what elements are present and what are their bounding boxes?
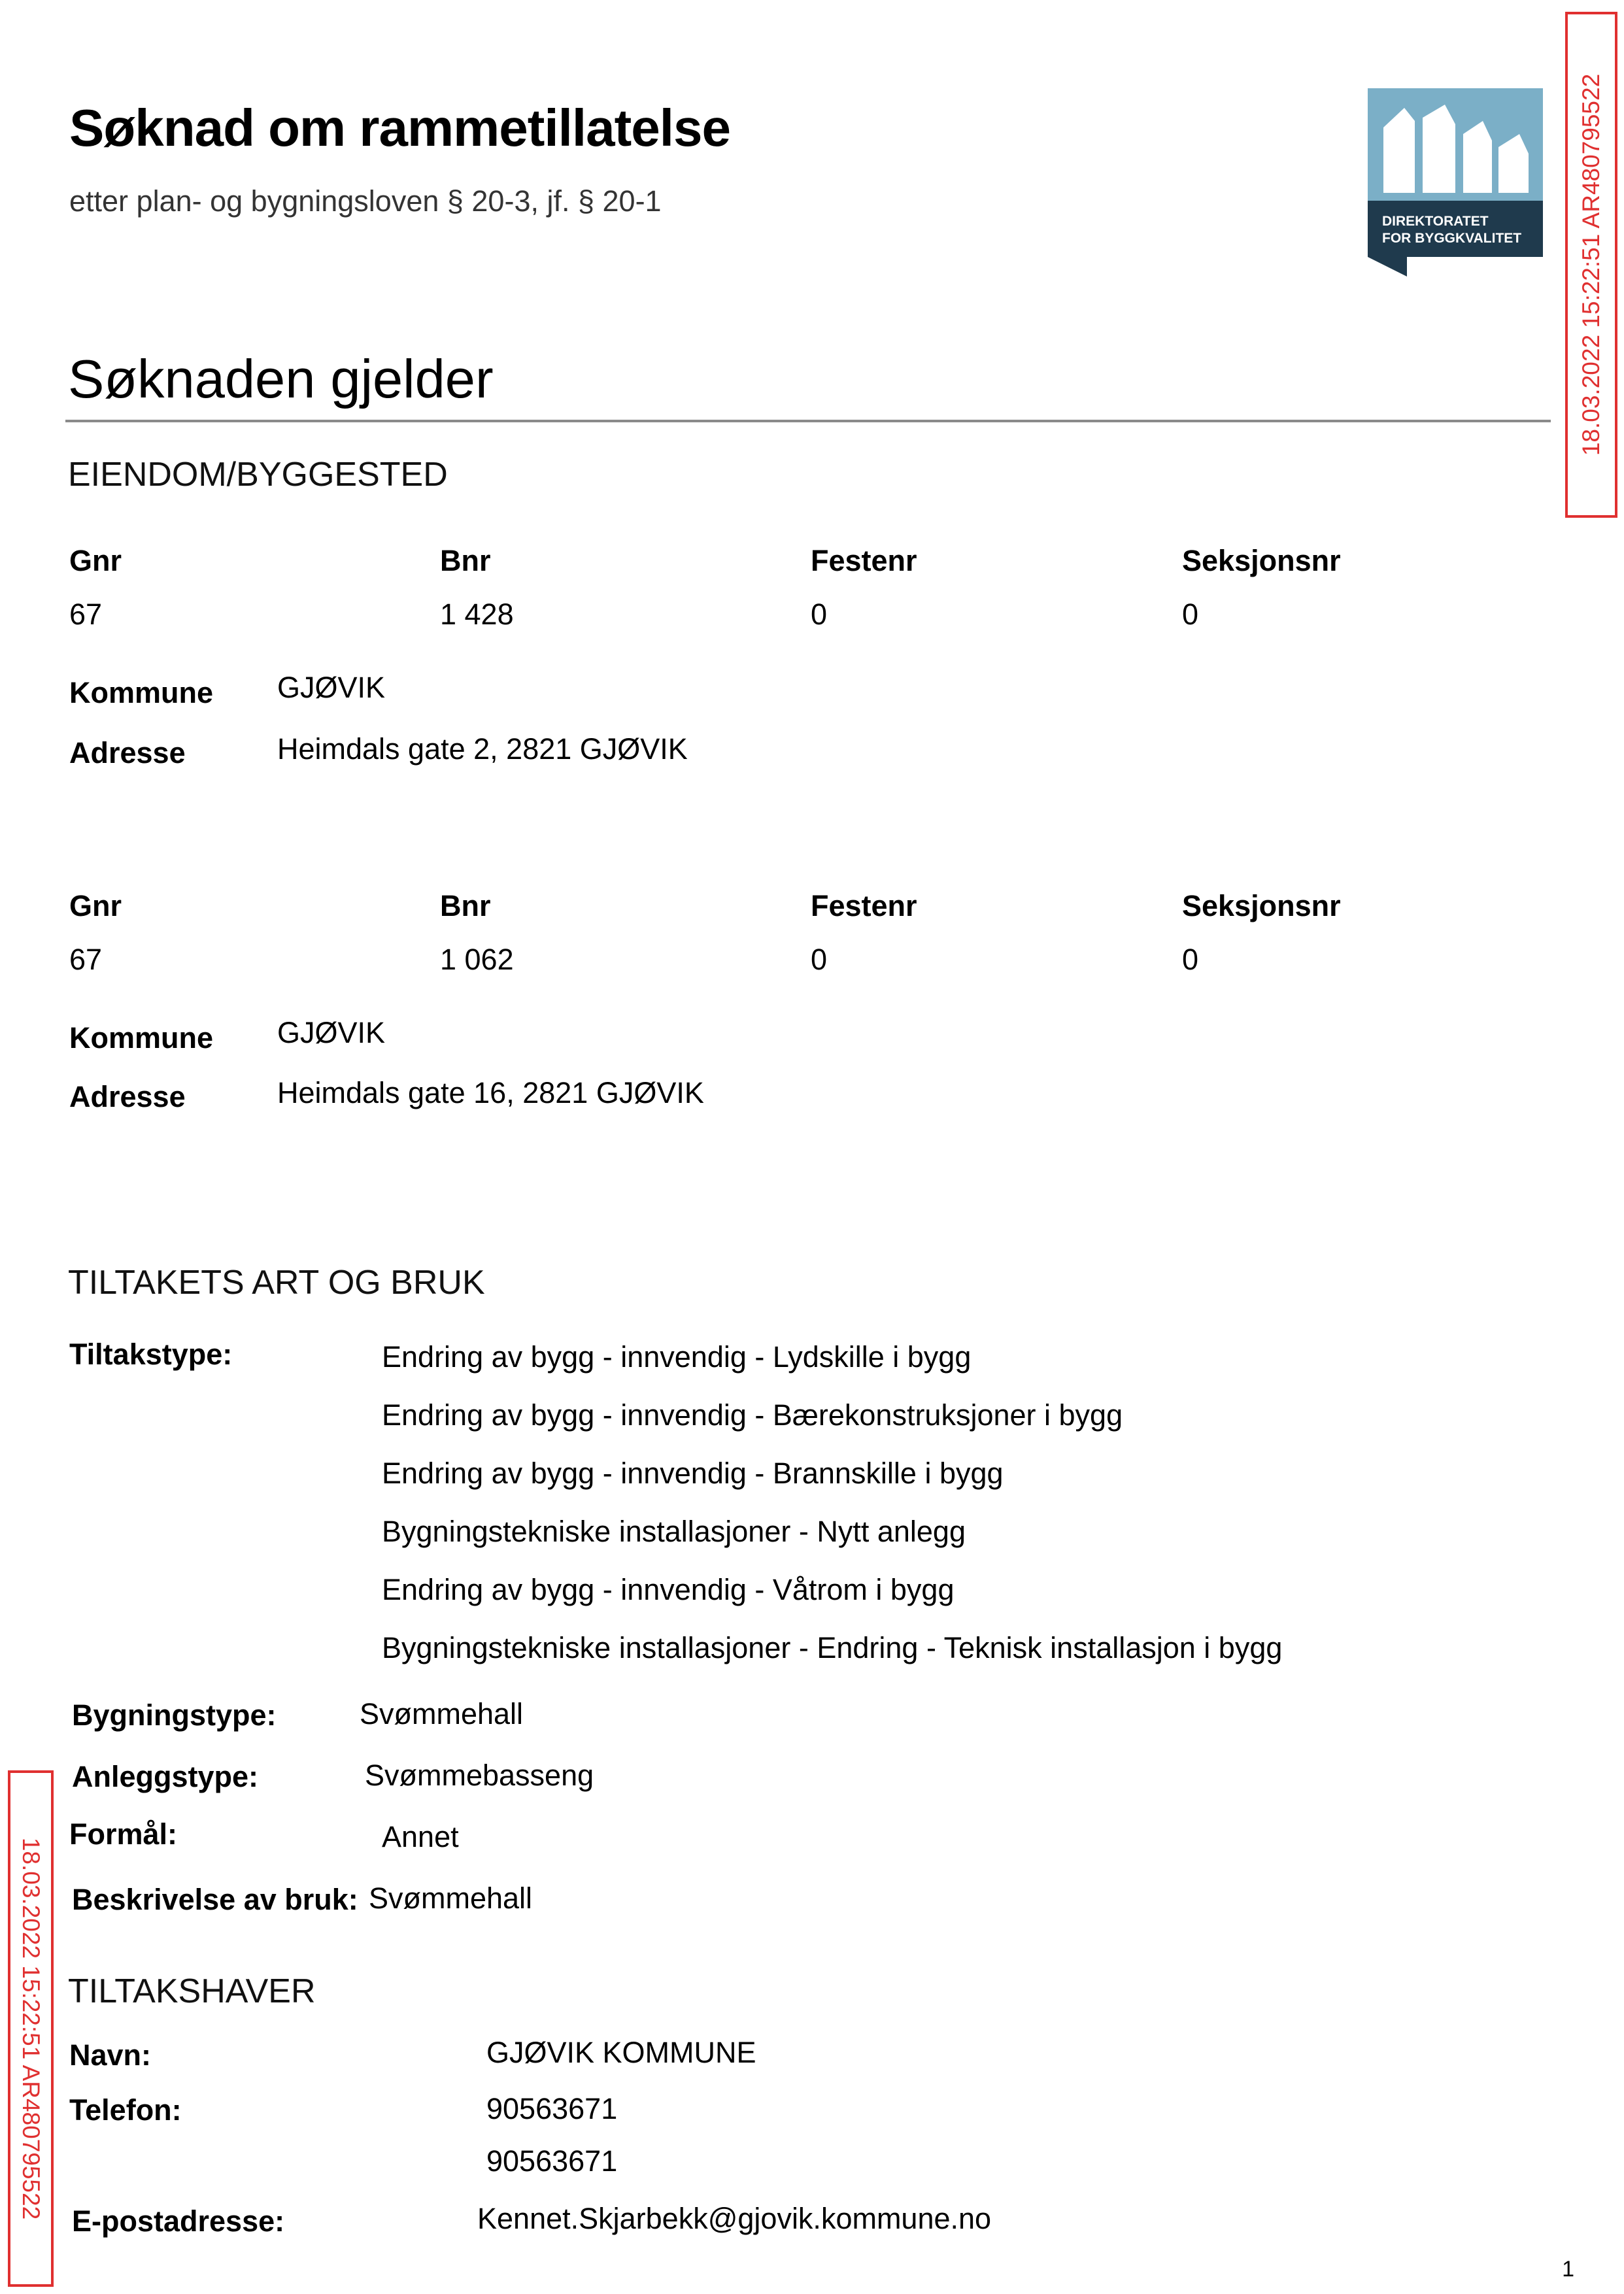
bnr-value: 1 062: [440, 943, 514, 976]
tiltakstype-label: Tiltakstype:: [69, 1338, 233, 1371]
gnr-label: Gnr: [69, 544, 122, 577]
gnr-value: 67: [69, 943, 103, 976]
beskrivelse-label: Beskrivelse av bruk:: [72, 1883, 358, 1916]
section-divider: [65, 420, 1551, 422]
stamp-text: 18.03.2022 15:22:51 AR480795522: [1578, 73, 1604, 456]
festenr-label: Festenr: [811, 544, 917, 577]
kommune-value: GJØVIK: [277, 1016, 386, 1049]
received-stamp-bottom: [8, 1770, 54, 2287]
navn-label: Navn:: [69, 2038, 152, 2072]
dibk-logo: [1368, 88, 1543, 277]
anleggstype-label: Anleggstype:: [72, 1760, 259, 1793]
gnr-label: Gnr: [69, 889, 122, 922]
anleggstype-value: Svømmebasseng: [365, 1759, 594, 1792]
tiltakstype-item: Bygningstekniske installasjoner - Nytt anlegg: [382, 1515, 966, 1548]
kommune-label: Kommune: [69, 1021, 214, 1054]
tiltak-heading: TILTAKETS ART OG BRUK: [68, 1264, 485, 1302]
logo-text-line2: FOR BYGGKVALITET: [1382, 231, 1522, 246]
section-title: Søknaden gjelder: [68, 348, 494, 409]
bygningstype-value: Svømmehall: [360, 1697, 524, 1730]
eiendom-heading: EIENDOM/BYGGESTED: [68, 456, 448, 494]
tiltakstype-item: Endring av bygg - innvendig - Brannskille i bygg: [382, 1457, 1004, 1490]
seksjonsnr-label: Seksjonsnr: [1182, 544, 1341, 577]
adresse-label: Adresse: [69, 1080, 186, 1113]
festenr-label: Festenr: [811, 889, 917, 922]
page-number: 1: [1562, 2257, 1574, 2282]
formal-label: Formål:: [69, 1817, 178, 1851]
bnr-label: Bnr: [440, 544, 491, 577]
received-stamp-top: [1565, 12, 1617, 518]
bnr-value: 1 428: [440, 598, 514, 631]
seksjonsnr-value: 0: [1182, 943, 1199, 976]
telefon-label: Telefon:: [69, 2093, 182, 2127]
formal-value: Annet: [382, 1820, 459, 1853]
festenr-value: 0: [811, 943, 828, 976]
tiltakshaver-heading: TILTAKSHAVER: [68, 1972, 316, 2010]
kommune-value: GJØVIK: [277, 671, 386, 704]
telefon-value: 90563671: [486, 2144, 618, 2178]
document-title: Søknad om rammetillatelse: [69, 99, 730, 157]
tiltakstype-item: Endring av bygg - innvendig - Bærekonstruksjoner i bygg: [382, 1398, 1123, 1432]
navn-value: GJØVIK KOMMUNE: [486, 2036, 756, 2069]
epost-label: E-postadresse:: [72, 2204, 285, 2238]
tiltakstype-item: Endring av bygg - innvendig - Lydskille i bygg: [382, 1340, 972, 1374]
telefon-value: 90563671: [486, 2092, 618, 2125]
document-subtitle: etter plan- og bygningsloven § 20-3, jf. § 20-1: [69, 184, 662, 218]
tiltakstype-item: Bygningstekniske installasjoner - Endring - Teknisk installasjon i bygg: [382, 1631, 1283, 1664]
adresse-value: Heimdals gate 2, 2821 GJØVIK: [277, 732, 688, 766]
tiltakstype-item: Endring av bygg - innvendig - Våtrom i bygg: [382, 1573, 955, 1606]
epost-link[interactable]: Kennet.Skjarbekk@gjovik.kommune.no: [477, 2202, 992, 2235]
seksjonsnr-label: Seksjonsnr: [1182, 889, 1341, 922]
festenr-value: 0: [811, 598, 828, 631]
bnr-label: Bnr: [440, 889, 491, 922]
kommune-label: Kommune: [69, 676, 214, 709]
beskrivelse-value: Svømmehall: [369, 1881, 533, 1915]
adresse-label: Adresse: [69, 736, 186, 769]
seksjonsnr-value: 0: [1182, 598, 1199, 631]
adresse-value: Heimdals gate 16, 2821 GJØVIK: [277, 1076, 704, 1109]
logo-text-line1: DIREKTORATET: [1382, 214, 1489, 229]
gnr-value: 67: [69, 598, 103, 631]
stamp-text: 18.03.2022 15:22:51 AR480795522: [18, 1837, 44, 2220]
bygningstype-label: Bygningstype:: [72, 1698, 277, 1732]
